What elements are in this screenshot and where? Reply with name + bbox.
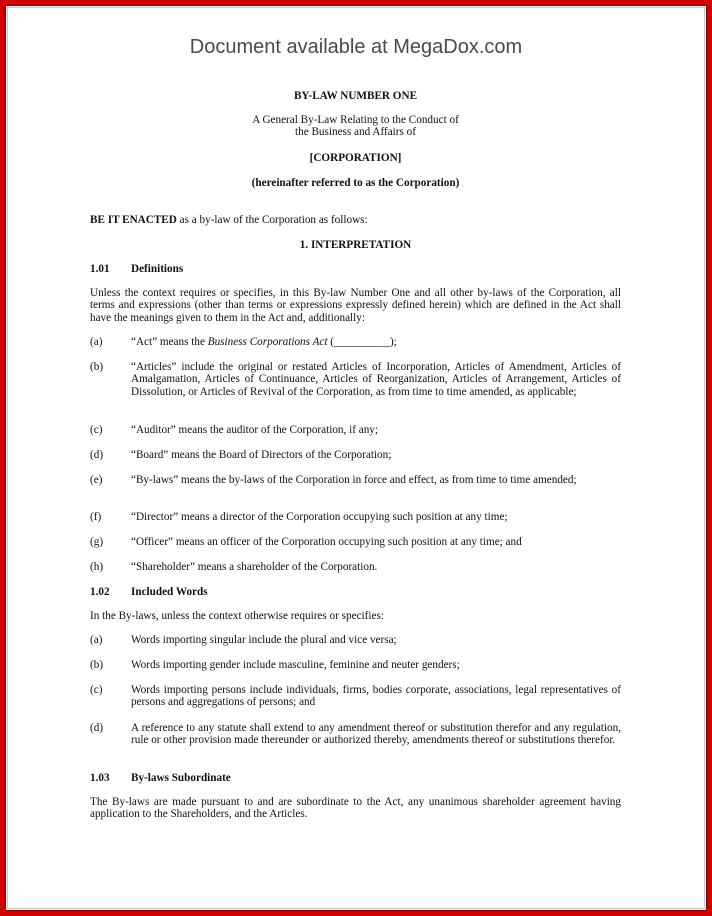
item-text: “Board” means the Board of Directors of the Corporation; [131,449,392,461]
item-label: (a) [90,634,103,646]
act-name: Business Corporations Act [207,336,328,348]
heading-1-02 [90,586,621,598]
list-item [90,722,621,747]
item-text: “Act” means the [131,336,208,348]
list-item [90,634,621,646]
section-number: 1.02 [90,586,110,598]
list-item [90,561,621,573]
section-number: 1.01 [90,263,110,275]
section-number: 1.03 [90,772,110,784]
list-item [90,361,621,398]
subtitle [90,114,621,139]
section-title: Definitions [131,263,184,275]
list-item [90,449,621,461]
section-heading: 1. INTERPRETATION [299,239,412,251]
enacted-bold: BE IT ENACTED [90,214,177,226]
list-item [90,536,621,548]
item-label: (b) [90,361,104,373]
section-title: By-laws Subordinate [131,772,231,784]
item-label: (d) [90,449,104,461]
section-title: Included Words [131,586,208,598]
item-label: (d) [90,722,104,734]
included-words-intro: In the By-laws, unless the context otherwise requires or specifies: [90,610,384,622]
item-label: (e) [90,474,103,486]
item-label: (c) [90,684,103,696]
item-text: “Shareholder” means a shareholder of the Corporation. [131,561,378,573]
item-text: Words importing singular include the plural and vice versa; [131,634,397,646]
item-text: “Articles” include the original or restated Articles of Incorporation, Articles of Amendment, Articles of Amalgamation, Articles of Continuance, Articles of Reorganization, Articles of Arrangement, Articles of Dissolution, or Articles of Revival of the Corporation, as from time to time amended, as applicable; [131,361,621,398]
enacted-clause [90,214,621,226]
document-title: BY-LAW NUMBER ONE [293,90,418,102]
heading-1-01 [90,263,621,275]
list-item [90,659,621,671]
item-text: Words importing gender include masculine, feminine and neuter genders; [131,659,460,671]
item-text: A reference to any statute shall extend to any amendment thereof or substitution therefor and any regulation, rule or other provision made thereunder or authorized thereby, amendments thereof or substitutions therefor. [131,722,621,747]
item-label: (a) [90,336,103,348]
item-text: “Director” means a director of the Corporation occupying such position at any time; [131,511,508,523]
item-label: (f) [90,511,102,523]
item-label: (g) [90,536,104,548]
list-item [90,474,621,486]
subordinate-text: The By-laws are made pursuant to and are subordinate to the Act, any unanimous shareholder agreement having application to the Shareholders, and the Articles. [90,796,621,821]
item-label: (h) [90,561,104,573]
hereinafter-note: (hereinafter referred to as the Corporation) [251,177,460,189]
list-item [90,336,621,348]
list-item [90,684,621,709]
list-item [90,424,621,436]
heading-1-03 [90,772,621,784]
item-label: (c) [90,424,103,436]
enacted-rest: as a by-law of the Corporation as follows: [176,214,368,226]
item-label: (b) [90,659,104,671]
list-item [90,511,621,523]
item-text: “By-laws” means the by-laws of the Corporation in force and effect, as from time to time amended; [131,474,577,486]
item-text: “Auditor” means the auditor of the Corporation, if any; [131,424,378,436]
item-text: (__________); [327,336,397,348]
item-text: “Officer” means an officer of the Corporation occupying such position at any time; and [131,536,522,548]
subtitle-line: A General By-Law Relating to the Conduct of [252,114,459,126]
item-text: Words importing persons include individuals, firms, bodies corporate, associations, legal representatives of persons and aggregations of persons; and [131,684,621,709]
definitions-intro: Unless the context requires or specifies, in this By-law Number One and all other by-laws of the Corporation, all terms and expressions (other than terms or expressions expressly defined herein) which are defined in the Act shall have the meanings given to them in the Act and, additionally: [90,287,621,324]
subtitle-line: the Business and Affairs of [295,126,416,139]
watermark: Document available at MegaDox.com [189,36,523,58]
corporation-name: [CORPORATION] [309,152,402,164]
